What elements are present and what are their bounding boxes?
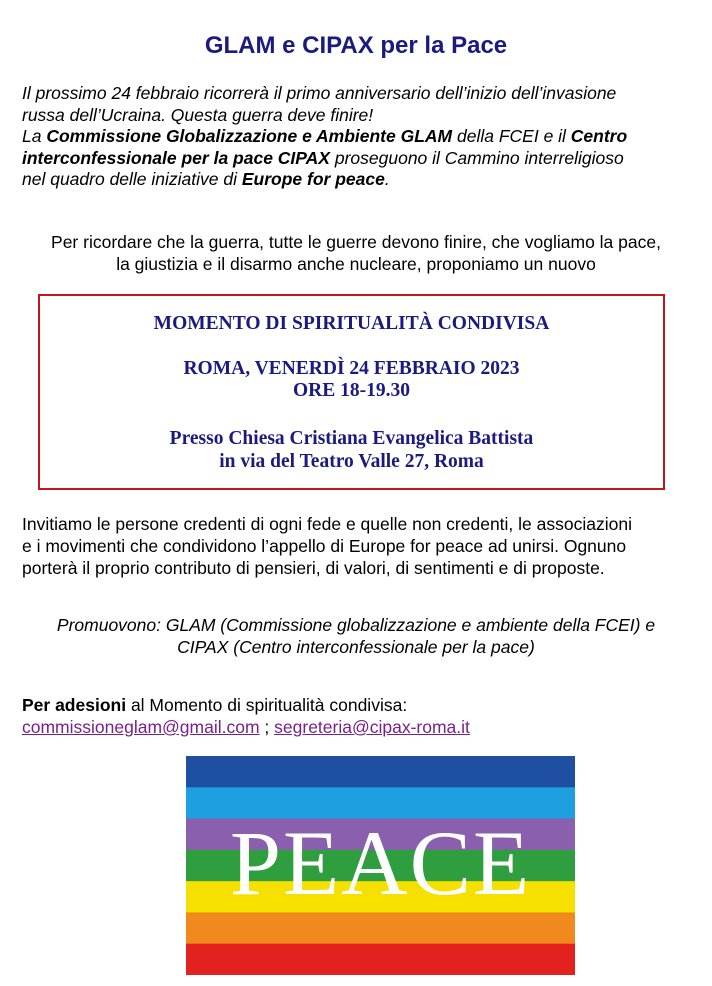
intro-line-2: russa dell’Ucraina. Questa guerra deve finire! (22, 104, 374, 125)
intro-text: nel quadro delle iniziative di (22, 169, 242, 189)
peace-word: PEACE (229, 812, 532, 914)
intro-line-5 (22, 169, 712, 191)
flag-stripe (186, 912, 575, 944)
email-separator: ; (259, 717, 275, 737)
peace-flag-image (186, 756, 575, 975)
europe-for-peace: Europe for peace (241, 169, 385, 189)
flag-stripe (186, 756, 575, 788)
flag-stripe (186, 944, 575, 975)
adesioni-paragraph (22, 694, 712, 738)
email-link-glam[interactable]: commissioneglam@gmail.com (22, 717, 260, 737)
adesioni-label: Per adesioni (22, 695, 127, 715)
glam-commission-name: Commissione Globalizzazione e Ambiente GLAM (46, 126, 453, 146)
adesioni-text: al Momento di spiritualità condivisa: (126, 695, 408, 715)
event-time: ORE 18-19.30 (293, 380, 410, 401)
lead-line-2: la giustizia e il disarmo anche nucleare, proponiamo un nuovo (116, 254, 596, 274)
adesioni-line-2 (22, 716, 712, 738)
invite-line-3: porterà il proprio contributo di pensieri, di valori, di sentimenti e di proposte. (22, 558, 605, 578)
intro-paragraph (22, 83, 712, 191)
email-link-cipax[interactable]: segreteria@cipax-roma.it (274, 717, 470, 737)
intro-line-1: Il prossimo 24 febbraio ricorrerà il primo anniversario dell’inizio dell’invasione (22, 83, 617, 103)
cipax-name-end: interconfessionale per la pace CIPAX (22, 147, 330, 168)
cipax-name-start: Centro (570, 126, 628, 146)
event-name: MOMENTO DI SPIRITUALITÀ CONDIVISA (153, 313, 550, 334)
intro-text: della FCEI e il (452, 126, 571, 146)
adesioni-line-1 (22, 694, 712, 716)
event-box (38, 294, 665, 490)
event-place-line-2: in via del Teatro Valle 27, Roma (219, 451, 484, 472)
promoters-line-1: Promuovono: GLAM (Commissione globalizzazione e ambiente della FCEI) e (56, 615, 656, 635)
invite-line-1: Invitiamo le persone credenti di ogni fede e quelle non credenti, le associazioni (22, 514, 632, 534)
invite-paragraph (22, 513, 712, 579)
intro-text: . (384, 169, 390, 189)
promoters-line-2: CIPAX (Centro interconfessionale per la pace) (177, 637, 535, 657)
page-title: GLAM e CIPAX per la Pace (204, 32, 508, 59)
event-date: ROMA, VENERDÌ 24 FEBBRAIO 2023 (183, 358, 520, 379)
event-place-line-1: Presso Chiesa Cristiana Evangelica Battista (169, 428, 534, 449)
lead-paragraph (0, 231, 712, 275)
promoters-paragraph (0, 614, 712, 658)
lead-line-1: Per ricordare che la guerra, tutte le guerre devono finire, che vogliamo la pace, (51, 232, 661, 252)
invite-line-2: e i movimenti che condividono l’appello di Europe for peace ad unirsi. Ognuno (22, 536, 627, 556)
intro-text: La (22, 126, 47, 146)
intro-line-4 (22, 148, 712, 170)
intro-line-3 (22, 126, 712, 148)
intro-text: proseguono il Cammino interreligioso (329, 147, 624, 168)
